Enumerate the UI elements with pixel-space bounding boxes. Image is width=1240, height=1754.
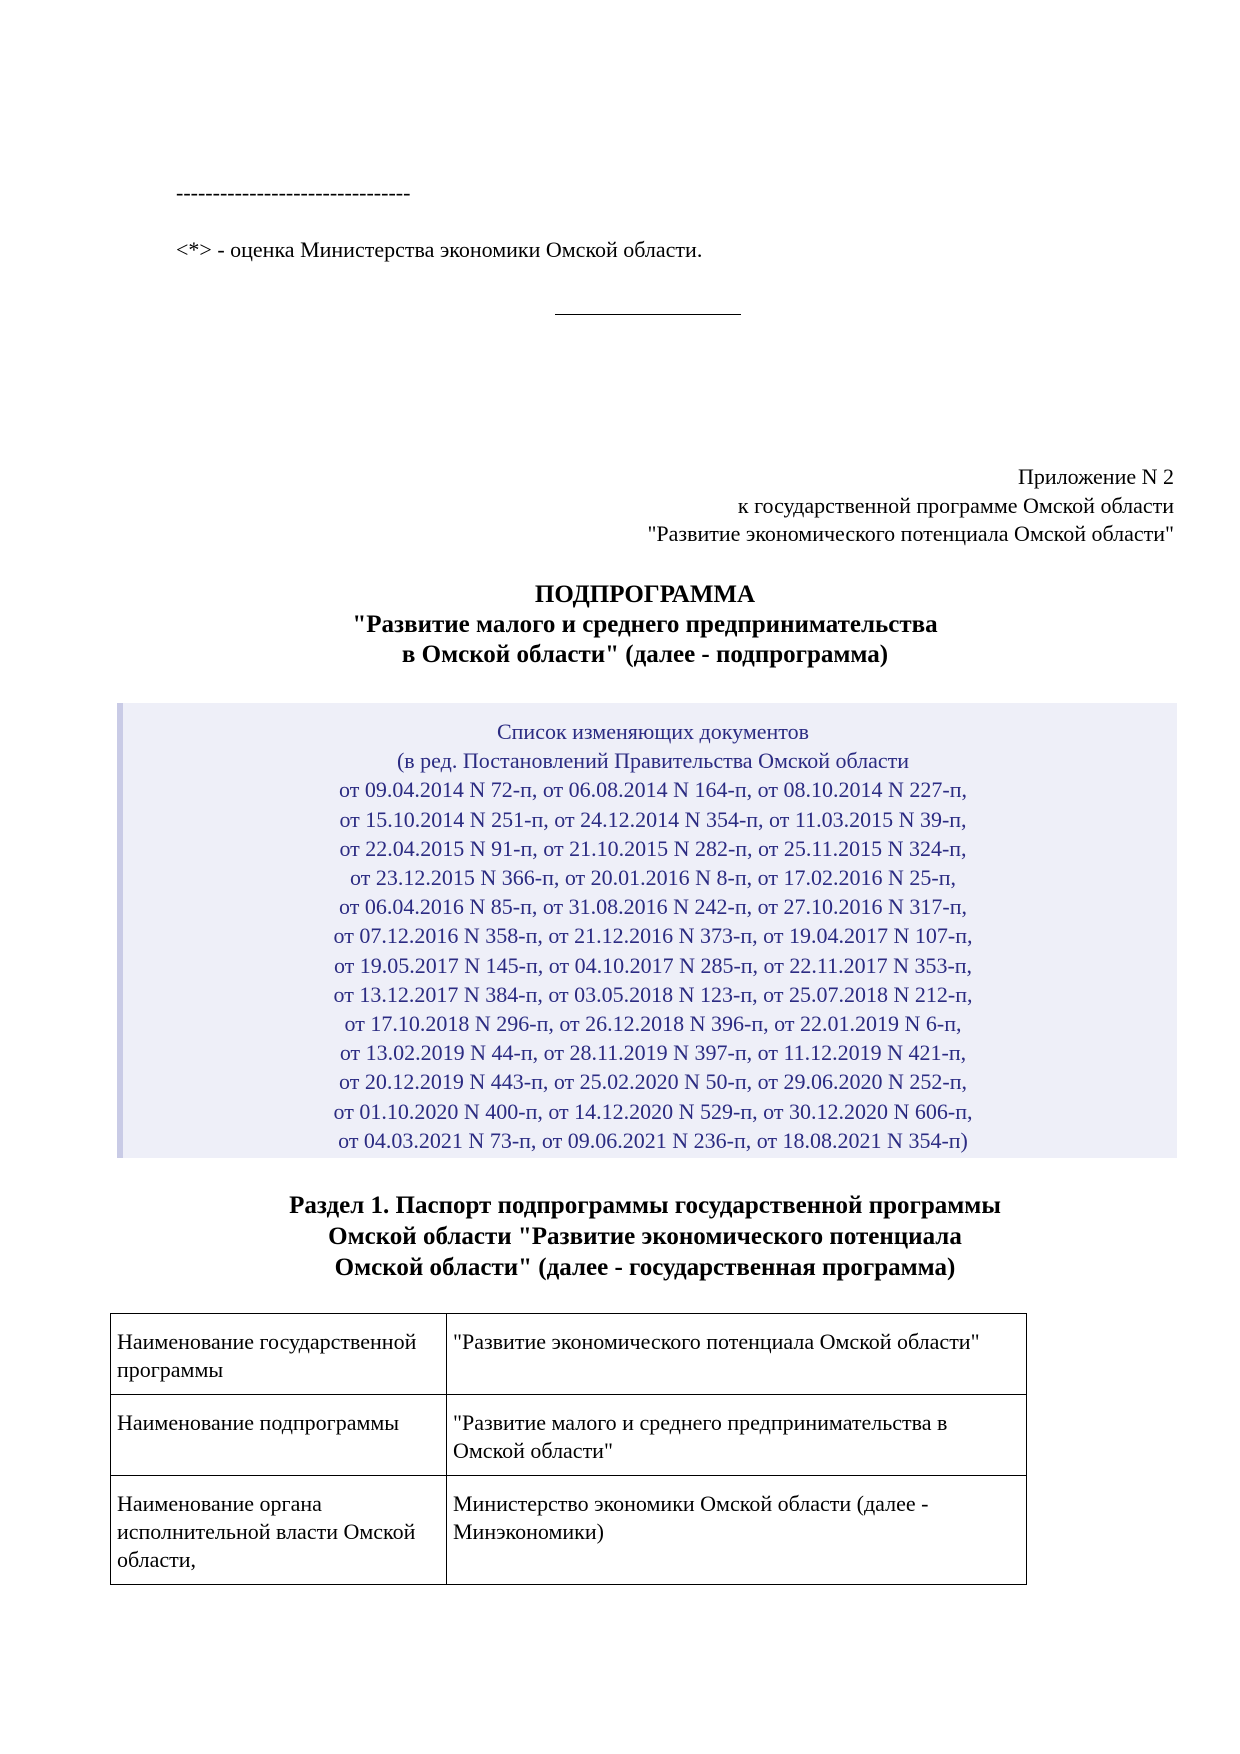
amendment-line[interactable]: от 22.04.2015 N 91-п, от 21.10.2015 N 282-п, от 25.11.2015 N 324-п, [339, 835, 967, 861]
amendment-line[interactable]: от 23.12.2015 N 366-п, от 20.01.2016 N 8-п, от 17.02.2016 N 25-п, [350, 865, 956, 891]
amendment-line[interactable]: от 13.02.2019 N 44-п, от 28.11.2019 N 397-п, от 11.12.2019 N 421-п, [339, 1040, 967, 1066]
appendix-line: к государственной программе Омской области [737, 492, 1174, 518]
table-row [111, 1314, 1027, 1395]
amendment-line: (в ред. Постановлений Правительства Омской области [396, 748, 910, 774]
section-title-line: Омской области "Развитие экономического потенциала [328, 1223, 962, 1250]
title-line: в Омской области" (далее - подпрограмма) [401, 641, 889, 668]
passport-value: "Развитие экономического потенциала Омской области" [447, 1314, 1027, 1395]
amendment-line[interactable]: от 19.05.2017 N 145-п, от 04.10.2017 N 285-п, от 22.11.2017 N 353-п, [333, 952, 973, 978]
appendix-line: Приложение N 2 [1018, 464, 1174, 489]
appendix-line: "Развитие экономического потенциала Омской области" [647, 521, 1174, 546]
title-line: "Развитие малого и среднего предпринимательства [352, 611, 938, 638]
title-line: ПОДПРОГРАММА [534, 581, 756, 608]
subprogram-title [0, 580, 1240, 670]
amendment-line[interactable]: от 01.10.2020 N 400-п, от 14.12.2020 N 529-п, от 30.12.2020 N 606-п, [333, 1098, 973, 1124]
section-title-line: Омской области" (далее - государственная программа) [334, 1254, 956, 1281]
amendments-heading: Список изменяющих документов [496, 719, 809, 744]
amendment-line[interactable]: от 06.04.2016 N 85-п, от 31.08.2016 N 242-п, от 27.10.2016 N 317-п, [339, 894, 967, 920]
amendment-line[interactable]: от 07.12.2016 N 358-п, от 21.12.2016 N 373-п, от 19.04.2017 N 107-п, [333, 923, 973, 949]
table-row [111, 1395, 1027, 1476]
passport-label: Наименование органа исполнительной власти Омской области, [111, 1476, 447, 1585]
amendment-line[interactable]: от 13.12.2017 N 384-п, от 03.05.2018 N 123-п, от 25.07.2018 N 212-п, [333, 981, 973, 1007]
passport-table [110, 1313, 1027, 1585]
amendment-line[interactable]: от 17.10.2018 N 296-п, от 26.12.2018 N 396-п, от 22.01.2019 N 6-п, [344, 1011, 962, 1037]
section-title [0, 1190, 1240, 1283]
footnote-text: <*> - оценка Министерства экономики Омской области. [176, 237, 703, 262]
passport-value: "Развитие малого и среднего предпринимательства в Омской области" [447, 1395, 1027, 1476]
amendment-line[interactable]: от 20.12.2019 N 443-п, от 25.02.2020 N 50-п, от 29.06.2020 N 252-п, [339, 1069, 967, 1095]
amendment-line[interactable]: от 15.10.2014 N 251-п, от 24.12.2014 N 354-п, от 11.03.2015 N 39-п, [339, 806, 967, 832]
passport-value: Министерство экономики Омской области (далее - Минэкономики) [447, 1476, 1027, 1585]
footnote-separator: -------------------------------- [176, 180, 411, 205]
appendix-reference [647, 463, 1174, 549]
section-title-line: Раздел 1. Паспорт подпрограммы государственной программы [289, 1192, 1001, 1219]
end-of-section-line [555, 314, 741, 315]
amendments-list [123, 717, 1183, 1155]
passport-label: Наименование государственной программы [111, 1314, 447, 1395]
amendment-line[interactable]: от 04.03.2021 N 73-п, от 09.06.2021 N 236-п, от 18.08.2021 N 354-п) [338, 1127, 968, 1153]
amendment-line[interactable]: от 09.04.2014 N 72-п, от 06.08.2014 N 164-п, от 08.10.2014 N 227-п, [339, 777, 967, 803]
amendments-box [117, 703, 1177, 1158]
passport-label: Наименование подпрограммы [111, 1395, 447, 1476]
table-row [111, 1476, 1027, 1585]
